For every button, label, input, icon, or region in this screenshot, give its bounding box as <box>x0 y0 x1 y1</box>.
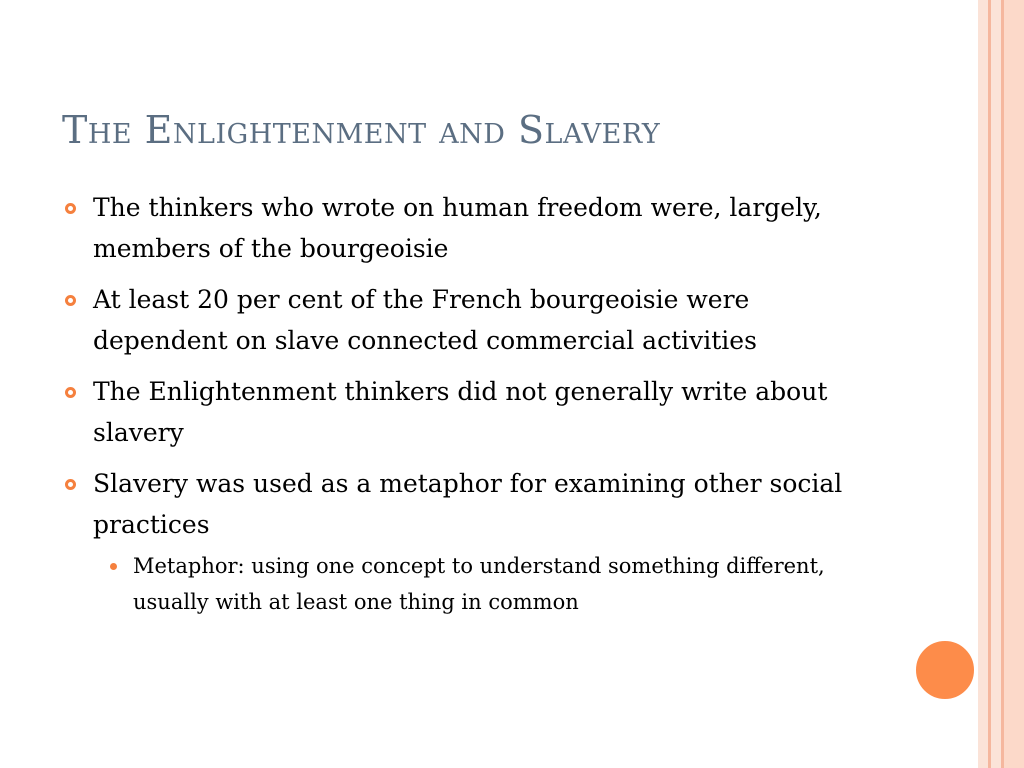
stripe <box>1004 0 1024 768</box>
slide-title: The Enlightenment and Slavery <box>62 108 661 152</box>
hollow-circle-bullet-icon <box>65 479 76 490</box>
sub-bullet-list <box>93 548 852 620</box>
filled-dot-bullet-icon <box>110 563 117 570</box>
bullet-list <box>62 187 852 630</box>
bullet-text: At least 20 per cent of the French bourgeoisie were dependent on slave connected commercial activities <box>93 285 757 355</box>
bullet-item <box>62 463 852 620</box>
sub-bullet-item <box>93 548 843 620</box>
hollow-circle-bullet-icon <box>65 295 76 306</box>
side-stripes-decoration <box>978 0 1024 768</box>
sub-bullet-text: Metaphor: using one concept to understand something different, usually with at least one thing in common <box>133 554 825 614</box>
bullet-item <box>62 371 852 453</box>
hollow-circle-bullet-icon <box>65 387 76 398</box>
bullet-item <box>62 279 852 361</box>
orange-circle-decoration <box>914 639 976 701</box>
hollow-circle-bullet-icon <box>65 203 76 214</box>
stripe <box>978 0 988 768</box>
stripe <box>991 0 1001 768</box>
bullet-text: Slavery was used as a metaphor for examining other social practices <box>93 469 843 539</box>
bullet-item <box>62 187 852 269</box>
bullet-text: The Enlightenment thinkers did not generally write about slavery <box>93 377 828 447</box>
bullet-text: The thinkers who wrote on human freedom were, largely, members of the bourgeoisie <box>93 193 822 263</box>
